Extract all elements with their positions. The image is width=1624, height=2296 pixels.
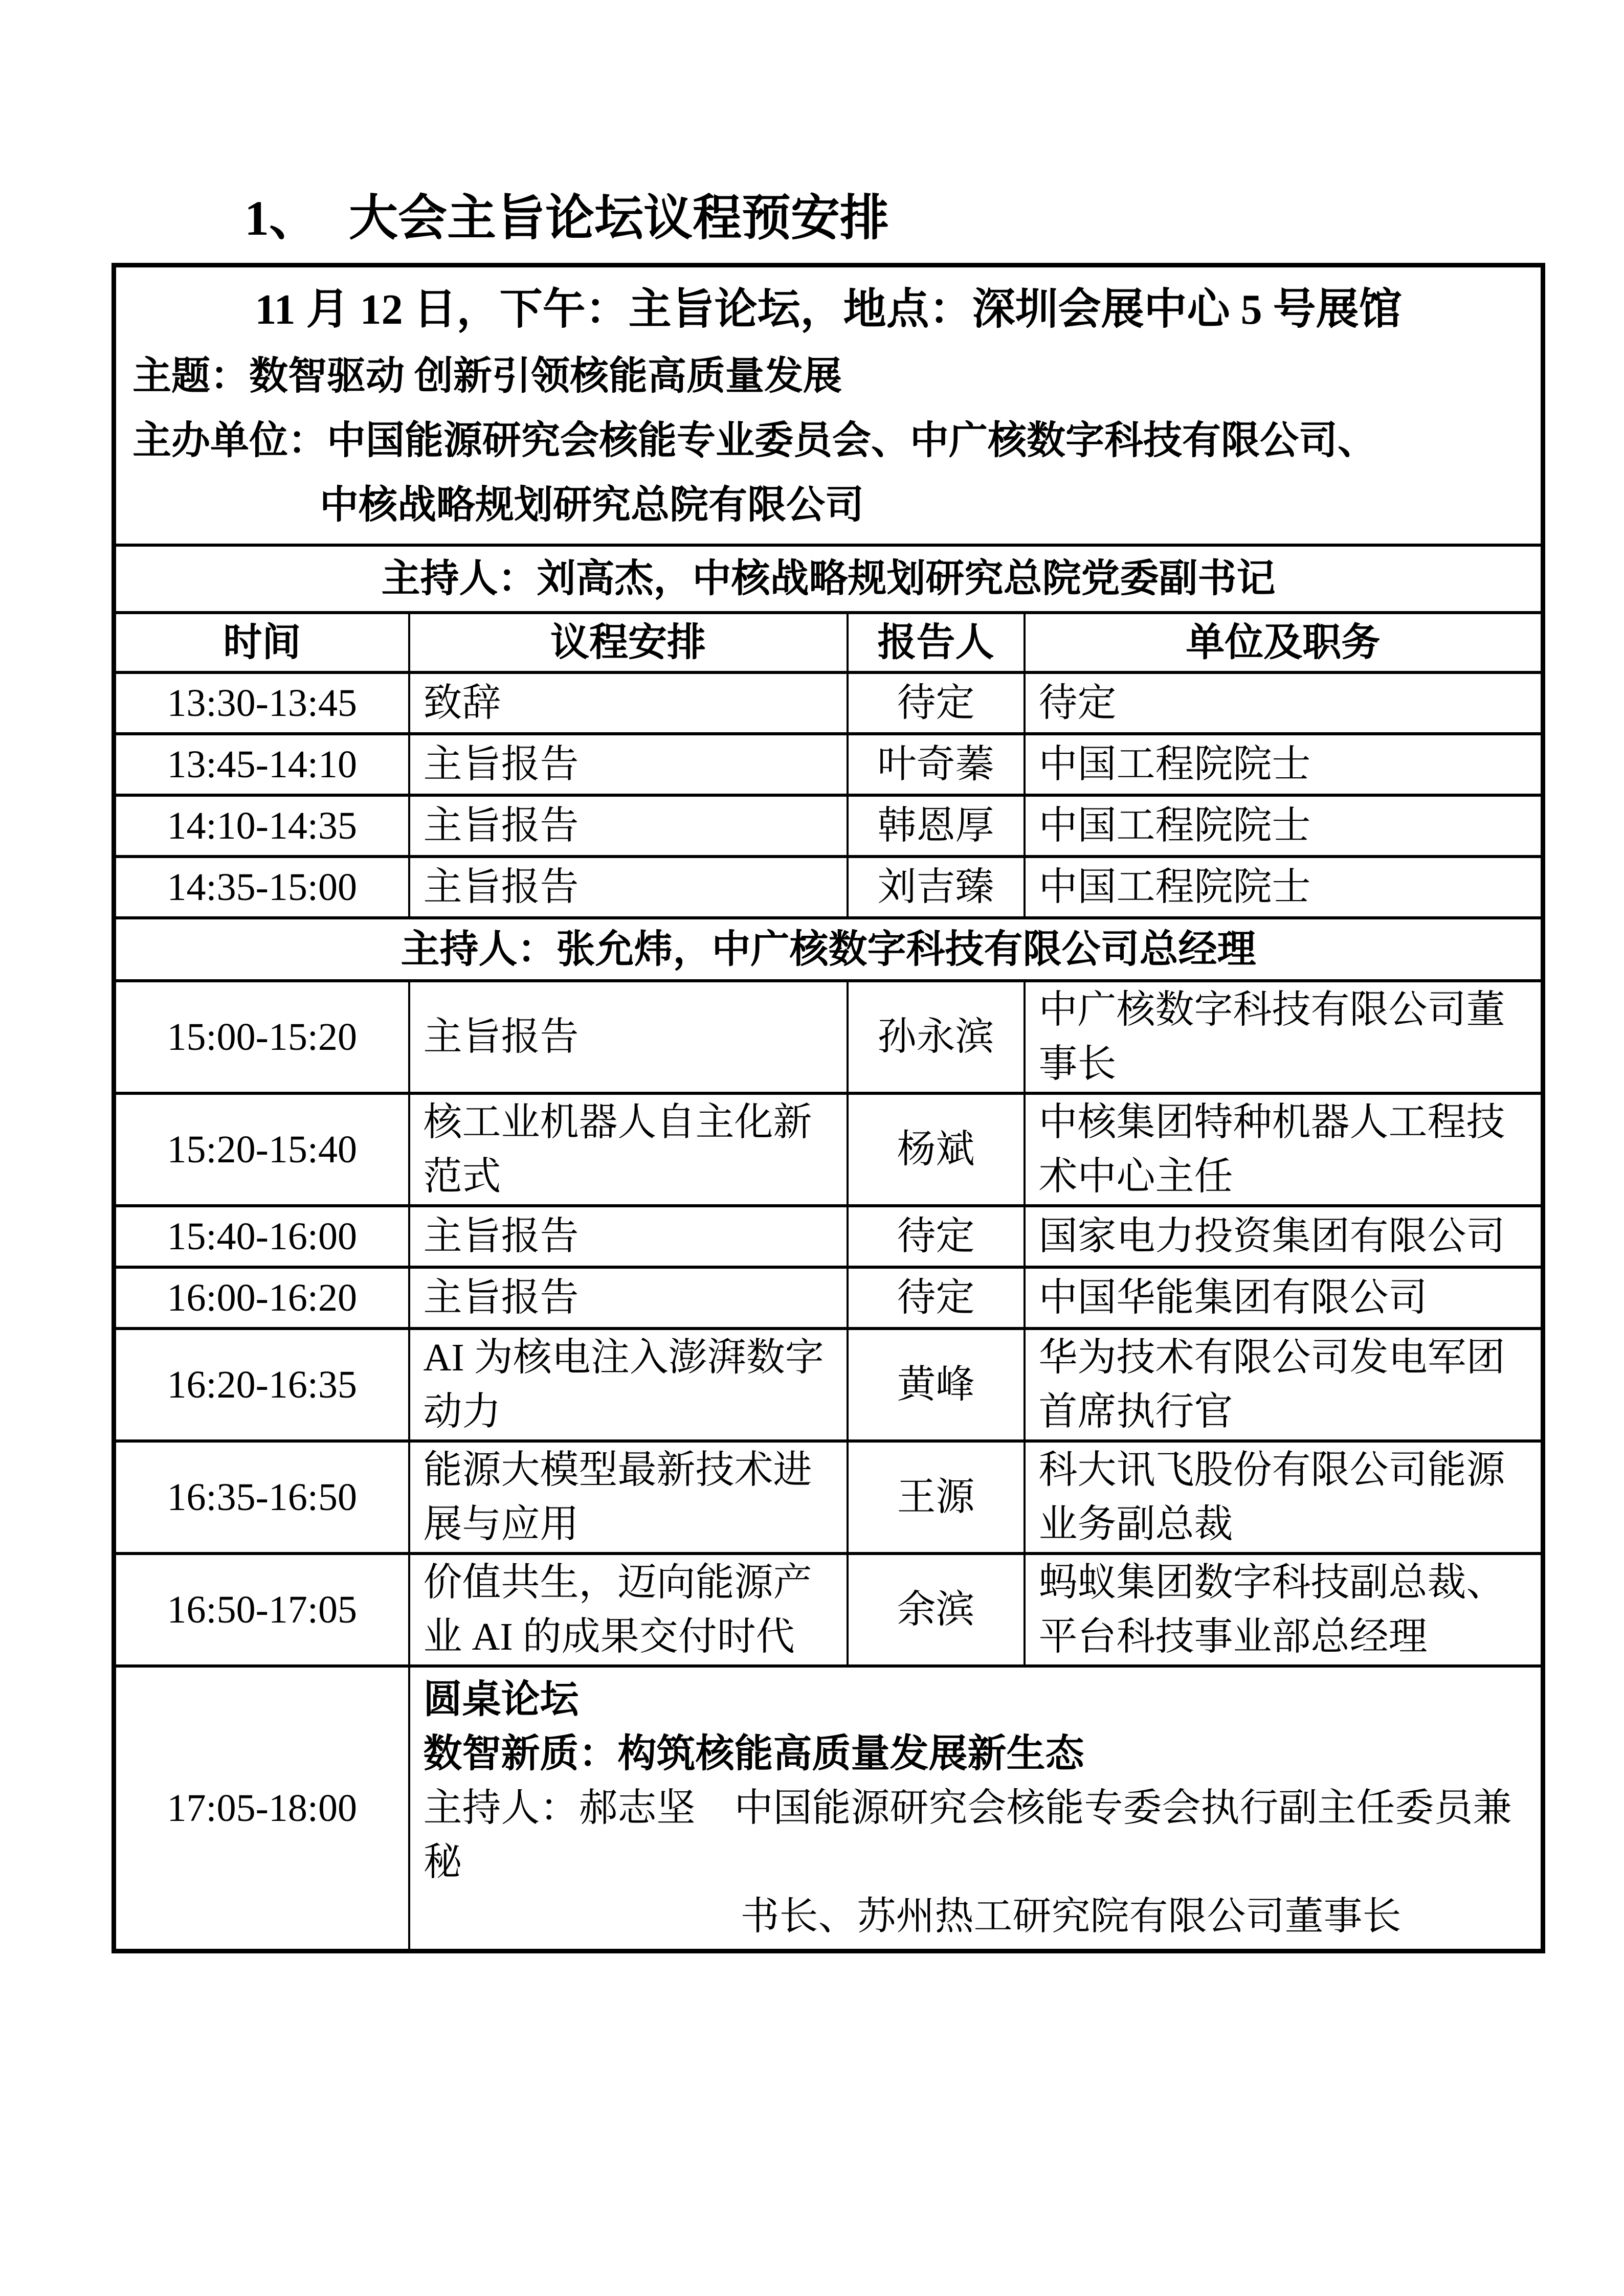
roundtable-topic: 数智新质：构筑核能高质量发展新生态 (423, 1732, 1084, 1775)
agenda-cell: 价值共生，迈向能源产业 AI 的成果交付时代 (409, 1554, 848, 1666)
time-cell: 15:40-16:00 (114, 1206, 409, 1267)
speaker-cell: 韩恩厚 (848, 795, 1025, 857)
speaker-cell: 王源 (848, 1441, 1025, 1554)
speaker-cell: 待定 (848, 1206, 1025, 1267)
column-header-org: 单位及职务 (1025, 613, 1543, 672)
table-row (114, 734, 1543, 795)
agenda-cell: 主旨报告 (409, 1267, 848, 1329)
time-cell: 14:35-15:00 (114, 857, 409, 918)
moderator-row-1 (114, 545, 1543, 613)
speaker-cell: 杨斌 (848, 1093, 1025, 1206)
roundtable-moderator-line: 主持人：郝志坚 中国能源研究会核能专委会执行副主任委员兼秘 (423, 1787, 1512, 1884)
time-cell: 16:00-16:20 (114, 1267, 409, 1329)
page-title-number: 1、 (244, 191, 318, 245)
table-row (114, 672, 1543, 734)
moderator-cell: 主持人：张允炜，中广核数字科技有限公司总经理 (114, 918, 1543, 981)
time-cell: 16:35-16:50 (114, 1441, 409, 1554)
column-header-speaker: 报告人 (848, 613, 1025, 672)
time-cell: 16:50-17:05 (114, 1554, 409, 1666)
agenda-cell: 主旨报告 (409, 981, 848, 1093)
table-row (114, 795, 1543, 857)
agenda-cell: 主旨报告 (409, 1206, 848, 1267)
org-cell: 科大讯飞股份有限公司能源业务副总裁 (1025, 1441, 1543, 1554)
org-cell: 中国华能集团有限公司 (1025, 1267, 1543, 1329)
org-cell: 中国工程院院士 (1025, 734, 1543, 795)
column-header-time: 时间 (114, 613, 409, 672)
speaker-cell: 孙永滨 (848, 981, 1025, 1093)
time-cell: 13:45-14:10 (114, 734, 409, 795)
time-cell: 17:05-18:00 (114, 1666, 409, 1951)
agenda-cell: 能源大模型最新技术进展与应用 (409, 1441, 848, 1554)
roundtable-moderator-line-continued: 书长、苏州热工研究院有限公司董事长 (740, 1895, 1401, 1938)
agenda-cell: AI 为核电注入澎湃数字动力 (409, 1329, 848, 1441)
table-row (114, 857, 1543, 918)
agenda-cell: 主旨报告 (409, 857, 848, 918)
speaker-cell: 刘吉臻 (848, 857, 1025, 918)
org-cell: 国家电力投资集团有限公司 (1025, 1206, 1543, 1267)
column-header-agenda: 议程安排 (409, 613, 848, 672)
speaker-cell: 黄峰 (848, 1329, 1025, 1441)
theme-line: 主题：数智驱动 创新引领核能高质量发展 (132, 355, 842, 398)
session-header: 11 月 12 日，下午：主旨论坛，地点：深圳会展中心 5 号展馆 (255, 286, 1402, 333)
org-cell: 中核集团特种机器人工程技术中心主任 (1025, 1093, 1543, 1206)
agenda-cell: 致辞 (409, 672, 848, 734)
roundtable-title: 圆桌论坛 (423, 1678, 579, 1721)
time-cell: 15:20-15:40 (114, 1093, 409, 1206)
time-cell: 15:00-15:20 (114, 981, 409, 1093)
org-cell: 华为技术有限公司发电军团首席执行官 (1025, 1329, 1543, 1441)
speaker-cell: 待定 (848, 1267, 1025, 1329)
table-row (114, 1441, 1543, 1554)
info-cell (114, 265, 1543, 546)
moderator-row-2 (114, 918, 1543, 981)
column-header-row (114, 613, 1543, 672)
agenda-cell: 主旨报告 (409, 734, 848, 795)
table-row (114, 1206, 1543, 1267)
roundtable-row (114, 1666, 1543, 1951)
speaker-cell: 待定 (848, 672, 1025, 734)
speaker-cell: 余滨 (848, 1554, 1025, 1666)
org-cell: 中广核数字科技有限公司董事长 (1025, 981, 1543, 1093)
org-cell: 中国工程院院士 (1025, 795, 1543, 857)
organizer-line: 主办单位：中国能源研究会核能专业委员会、中广核数字科技有限公司、 (132, 419, 1376, 462)
agenda-cell: 核工业机器人自主化新范式 (409, 1093, 848, 1206)
org-cell: 待定 (1025, 672, 1543, 734)
moderator-cell: 主持人：刘高杰，中核战略规划研究总院党委副书记 (114, 545, 1543, 613)
table-row (114, 1329, 1543, 1441)
speaker-cell: 叶奇蓁 (848, 734, 1025, 795)
table-row (114, 1093, 1543, 1206)
page-title-text: 大会主旨论坛议程预安排 (349, 191, 889, 245)
page-title (0, 0, 1624, 247)
table-row (114, 1267, 1543, 1329)
time-cell: 13:30-13:45 (114, 672, 409, 734)
time-cell: 16:20-16:35 (114, 1329, 409, 1441)
org-cell: 蚂蚁集团数字科技副总裁、平台科技事业部总经理 (1025, 1554, 1543, 1666)
table-row (114, 1554, 1543, 1666)
organizer-line-continued: 中核战略规划研究总院有限公司 (320, 484, 864, 527)
info-row (114, 265, 1543, 546)
roundtable-cell (409, 1666, 1543, 1951)
time-cell: 14:10-14:35 (114, 795, 409, 857)
agenda-cell: 主旨报告 (409, 795, 848, 857)
org-cell: 中国工程院院士 (1025, 857, 1543, 918)
table-row (114, 981, 1543, 1093)
agenda-table (112, 263, 1545, 1953)
